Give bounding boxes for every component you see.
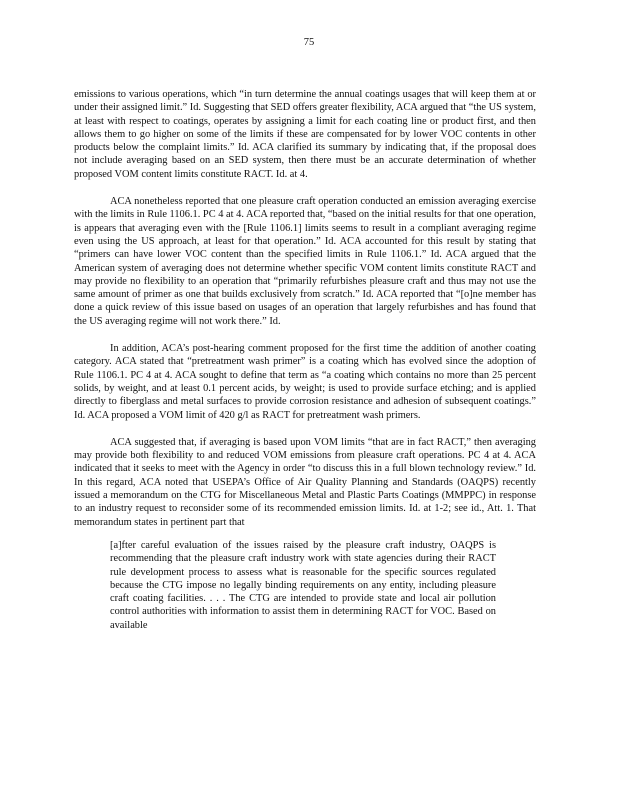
page-number: 75 bbox=[303, 37, 315, 48]
paragraph-1: emissions to various operations, which “in turn determine the annual coatings usages that will keep them at or under their assigned limit.” Id. Suggesting that SED offers greater flexibility, ACA argued that “the US system, at least with respect to coatings, operates by assigning a limit for each coating line or product first, and then allows them to go higher on some of the limits if these are compensated for by lower VOC contents in other products below the complaint limits.” Id. ACA clarified its summary by indicating that, if the proposal does not include averaging based on an SED system, then there must be an accurate determination of whether proposed VOM content limits constitute RACT. Id. at 4. bbox=[74, 89, 536, 180]
paragraph-2: ACA nonetheless reported that one pleasure craft operation conducted an emission averaging exercise with the limits in Rule 1106.1. PC 4 at 4. ACA reported that, “based on the initial results for that one operation, is appears that averaging even with the [Rule 1106.1] limits seems to result in a compliant averaging regime even using the US approach, at least for that operation.” Id. ACA accounted for this result by stating that “primers can have lower VOC content than the specified limits in Rule 1106.1.” Id. ACA argued that the American system of averaging does not determine whether specific VOM content limits constitute RACT and may provide no flexibility to an operation that “primarily refurbishes pleasure craft and thus may not use the same amount of primer as one that builds exclusively from scratch.” Id. ACA reported that “[o]ne member has done a quick review of this issue based on usages of an operation that largely refurbishes and has found that the US averaging regime will not work there.” Id. bbox=[74, 196, 536, 327]
document-body bbox=[74, 88, 536, 632]
block-quote: [a]fter careful evaluation of the issues raised by the pleasure craft industry, OAQPS is recommending that the pleasure craft industry work with state agencies during their RACT rule development process to assess what is reasonable for the specific sources regulated because the CTG impose no legally binding requirements on any entity, including pleasure craft coating facilities. . . . The CTG are intended to provide state and local air pollution control authorities with information to assist them in determining RACT for VOC. Based on available bbox=[110, 539, 496, 631]
paragraph-3: In addition, ACA’s post-hearing comment proposed for the first time the addition of another coating category. ACA stated that “pretreatment wash primer” is a coating which has evolved since the adoption of Rule 1106.1. PC 4 at 4. ACA sought to define that term as “a coating which contains no more than 25 percent solids, by weight, and at least 0.1 percent acids, by weight; is used to provide surface etching; and is applied directly to fiberglass and metal surfaces to provide corrosion resistance and adhesion of subsequent coatings.” Id. ACA proposed a VOM limit of 420 g/l as RACT for pretreatment wash primers. bbox=[74, 343, 536, 421]
paragraph-4: ACA suggested that, if averaging is based upon VOM limits “that are in fact RACT,” then averaging may provide both flexibility to and reduced VOM emissions from pleasure craft operations. PC 4 at 4. ACA indicated that it seeks to meet with the Agency in order “to discuss this in a full blown technology review.” Id. In this regard, ACA noted that USEPA’s Office of Air Quality Planning and Standards (OAQPS) recently issued a memorandum on the CTG for Miscellaneous Metal and Plastic Parts Coatings (MMPPC) in response to an industry request to reconsider some of its recommended emission limits. Id. at 1-2; see id., Att. 1. That memorandum states in pertinent part that bbox=[74, 436, 536, 528]
